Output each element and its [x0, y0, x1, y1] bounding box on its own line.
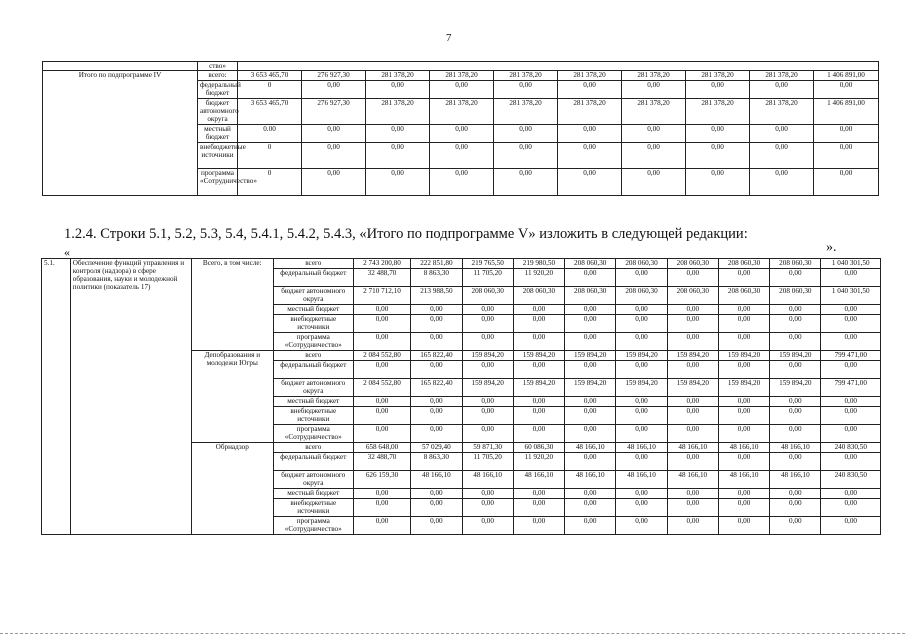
value-cell: 0,00 [353, 333, 410, 351]
value-cell: 208 060,30 [770, 259, 821, 269]
value-cell: 208 060,30 [616, 259, 667, 269]
value-cell: 48 166,10 [718, 471, 769, 489]
value-cell: 208 060,30 [462, 287, 513, 305]
value-cell: 0,00 [667, 425, 718, 443]
closing-quote: ». [826, 240, 837, 255]
value-cell: 0,00 [718, 315, 769, 333]
value-cell: 0,00 [565, 499, 616, 517]
value-cell: 0,00 [565, 517, 616, 535]
value-cell: 281 378,20 [494, 71, 558, 81]
value-cell: 0,00 [411, 517, 462, 535]
value-cell: 208 060,30 [718, 259, 769, 269]
value-cell: 281 378,20 [622, 99, 686, 125]
value-cell: 0,00 [353, 425, 410, 443]
value-cell: 0,00 [718, 361, 769, 379]
value-cell: 0,00 [821, 333, 881, 351]
page-bottom-edge [0, 633, 905, 634]
value-cell: 0,00 [814, 125, 879, 143]
value-cell: 0,00 [462, 517, 513, 535]
value-cell: 0,00 [353, 305, 410, 315]
value-cell: 0,00 [622, 143, 686, 169]
value-cell: 0,00 [513, 407, 564, 425]
value-cell: 0,00 [558, 125, 622, 143]
value-cell: 0 [238, 143, 302, 169]
value-cell: 0,00 [494, 125, 558, 143]
value-cell: 0,00 [750, 125, 814, 143]
executor: Всего, в том числе: [191, 259, 273, 351]
value-cell: 0,00 [462, 397, 513, 407]
value-cell: 276 927,30 [302, 99, 366, 125]
funding-source: программа «Сотрудничество» [273, 517, 353, 535]
measure-description: Обеспечение функций управления и контроля (надзора) в сфере образования, науки и молодежной политики (показатель 17) [70, 259, 191, 535]
funding-source: местный бюджет [273, 305, 353, 315]
row-number: 5.1. [42, 259, 71, 535]
funding-source: местный бюджет [273, 489, 353, 499]
subprogram-iv-totals-table [42, 61, 879, 196]
funding-source: программа «Сотрудничество» [273, 333, 353, 351]
value-cell: 240 830,50 [821, 443, 881, 453]
value-cell: 0,00 [513, 489, 564, 499]
value-cell: 0,00 [462, 361, 513, 379]
value-cell: 219 980,50 [513, 259, 564, 269]
value-cell: 165 822,40 [411, 379, 462, 397]
value-cell: 281 378,20 [558, 71, 622, 81]
funding-source: бюджет автономного округа [273, 379, 353, 397]
value-cell: 0,00 [565, 361, 616, 379]
value-cell: 0,00 [718, 397, 769, 407]
value-cell: 0,00 [353, 361, 410, 379]
funding-source: бюджет автономного округа [198, 99, 238, 125]
value-cell: 208 060,30 [667, 259, 718, 269]
value-cell: 208 060,30 [616, 287, 667, 305]
value-cell: 2 084 552,80 [353, 379, 410, 397]
value-cell: 0,00 [411, 397, 462, 407]
value-cell: 0,00 [821, 489, 881, 499]
value-cell: 159 894,20 [565, 351, 616, 361]
value-cell: 0,00 [718, 333, 769, 351]
value-cell: 0,00 [821, 361, 881, 379]
value-cell: 0,00 [565, 269, 616, 287]
value-cell: 0,00 [302, 143, 366, 169]
value-cell: 0,00 [667, 517, 718, 535]
value-cell: 48 166,10 [565, 443, 616, 453]
value-cell: 0,00 [616, 453, 667, 471]
value-cell: 0,00 [411, 489, 462, 499]
value-cell: 11 705,20 [462, 453, 513, 471]
value-cell: 48 166,10 [667, 443, 718, 453]
value-cell: 159 894,20 [667, 351, 718, 361]
value-cell: 0,00 [814, 81, 879, 99]
value-cell: 0,00 [616, 499, 667, 517]
value-cell: 59 871,30 [462, 443, 513, 453]
funding-source: программа «Сотрудничество» [198, 169, 238, 196]
value-cell: 0,00 [667, 333, 718, 351]
funding-source: всего [273, 351, 353, 361]
value-cell: 165 822,40 [411, 351, 462, 361]
value-cell: 0,00 [750, 81, 814, 99]
group-label: Итого по подпрограмме IV [43, 71, 198, 196]
section-heading: 1.2.4. Строки 5.1, 5.2, 5.3, 5.4, 5.4.1, 5.4.2, 5.4.3, «Итого по подпрограмме V» изложить в следующей редакции: [64, 226, 748, 242]
value-cell: 0,00 [462, 333, 513, 351]
value-cell: 159 894,20 [513, 379, 564, 397]
value-cell: 208 060,30 [770, 287, 821, 305]
value-cell: 0,00 [770, 361, 821, 379]
value-cell: 281 378,20 [366, 71, 430, 81]
value-cell: 1 040 301,50 [821, 259, 881, 269]
value-cell: 11 705,20 [462, 269, 513, 287]
value-cell: 0,00 [366, 169, 430, 196]
value-cell: 0,00 [616, 407, 667, 425]
funding-source: бюджет автономного округа [273, 287, 353, 305]
value-cell: 159 894,20 [718, 379, 769, 397]
value-cell: 0,00 [462, 499, 513, 517]
value-cell: 0,00 [821, 499, 881, 517]
value-cell: 0,00 [718, 499, 769, 517]
value-cell: 159 894,20 [462, 351, 513, 361]
value-cell: 208 060,30 [565, 287, 616, 305]
value-cell: 0,00 [366, 125, 430, 143]
continuation-label: ство» [198, 62, 238, 71]
funding-source: внебюджетные источники [273, 315, 353, 333]
value-cell: 0,00 [616, 397, 667, 407]
value-cell: 0,00 [558, 81, 622, 99]
value-cell: 0,00 [616, 361, 667, 379]
funding-source: всего [273, 259, 353, 269]
value-cell: 0,00 [667, 397, 718, 407]
value-cell: 159 894,20 [616, 379, 667, 397]
value-cell: 0,00 [686, 169, 750, 196]
funding-source: федеральный бюджет [198, 81, 238, 99]
value-cell: 0,00 [302, 169, 366, 196]
value-cell: 0,00 [513, 425, 564, 443]
value-cell: 0,00 [565, 315, 616, 333]
value-cell: 0,00 [821, 315, 881, 333]
value-cell: 0,00 [411, 407, 462, 425]
value-cell: 0,00 [513, 397, 564, 407]
value-cell: 0,00 [718, 305, 769, 315]
value-cell: 0,00 [353, 517, 410, 535]
value-cell: 0,00 [430, 125, 494, 143]
value-cell: 0,00 [565, 425, 616, 443]
value-cell: 281 378,20 [622, 71, 686, 81]
value-cell: 0 [238, 81, 302, 99]
value-cell: 0,00 [430, 143, 494, 169]
value-cell: 159 894,20 [616, 351, 667, 361]
value-cell: 0,00 [411, 361, 462, 379]
opening-quote: « [64, 245, 70, 259]
value-cell: 0,00 [494, 169, 558, 196]
value-cell: 0,00 [411, 315, 462, 333]
value-cell: 0,00 [622, 81, 686, 99]
value-cell: 0,00 [513, 305, 564, 315]
value-cell: 0,00 [821, 407, 881, 425]
value-cell: 0,00 [616, 333, 667, 351]
value-cell: 3 653 465,70 [238, 99, 302, 125]
value-cell: 281 378,20 [686, 71, 750, 81]
value-cell: 32 488,70 [353, 453, 410, 471]
value-cell: 799 471,00 [821, 351, 881, 361]
value-cell: 0,00 [667, 269, 718, 287]
value-cell: 0,00 [770, 499, 821, 517]
value-cell: 0,00 [750, 169, 814, 196]
value-cell: 0,00 [366, 143, 430, 169]
value-cell: 0,00 [565, 407, 616, 425]
value-cell: 2 743 200,80 [353, 259, 410, 269]
value-cell: 0,00 [353, 499, 410, 517]
value-cell: 0,00 [565, 489, 616, 499]
value-cell: 281 378,20 [430, 99, 494, 125]
value-cell: 0,00 [558, 169, 622, 196]
value-cell: 0,00 [770, 407, 821, 425]
value-cell: 32 488,70 [353, 269, 410, 287]
value-cell: 0,00 [718, 453, 769, 471]
value-cell: 0,00 [770, 453, 821, 471]
value-cell: 11 920,20 [513, 269, 564, 287]
value-cell: 0,00 [353, 315, 410, 333]
value-cell: 658 648,00 [353, 443, 410, 453]
funding-source: всего [273, 443, 353, 453]
value-cell: 0,00 [430, 169, 494, 196]
value-cell: 0,00 [616, 269, 667, 287]
value-cell: 0,00 [667, 499, 718, 517]
value-cell: 0,00 [302, 125, 366, 143]
funding-source: федеральный бюджет [273, 453, 353, 471]
value-cell: 0,00 [770, 269, 821, 287]
value-cell: 1 040 301,50 [821, 287, 881, 305]
value-cell: 0,00 [616, 305, 667, 315]
value-cell: 0,00 [814, 169, 879, 196]
value-cell: 1 406 891,00 [814, 99, 879, 125]
value-cell: 0,00 [814, 143, 879, 169]
value-cell: 0,00 [411, 425, 462, 443]
value-cell: 0,00 [513, 315, 564, 333]
value-cell: 0,00 [821, 397, 881, 407]
value-cell: 276 927,30 [302, 71, 366, 81]
funding-source: местный бюджет [273, 397, 353, 407]
value-cell: 0.00 [238, 125, 302, 143]
executor: Обрнадзор [191, 443, 273, 535]
value-cell: 0,00 [686, 125, 750, 143]
value-cell: 0,00 [770, 397, 821, 407]
value-cell: 0,00 [616, 489, 667, 499]
value-cell: 0,00 [750, 143, 814, 169]
value-cell: 0,00 [821, 425, 881, 443]
value-cell: 0,00 [667, 453, 718, 471]
value-cell: 208 060,30 [718, 287, 769, 305]
value-cell: 0,00 [821, 453, 881, 471]
value-cell: 48 166,10 [462, 471, 513, 489]
value-cell: 8 863,30 [411, 269, 462, 287]
value-cell: 159 894,20 [667, 379, 718, 397]
value-cell: 2 710 712,10 [353, 287, 410, 305]
value-cell: 159 894,20 [565, 379, 616, 397]
value-cell: 0 [238, 169, 302, 196]
row-5-1-table [41, 258, 881, 535]
value-cell: 0,00 [366, 81, 430, 99]
value-cell: 0,00 [353, 489, 410, 499]
value-cell: 208 060,30 [667, 287, 718, 305]
value-cell: 0,00 [302, 81, 366, 99]
value-cell: 0,00 [616, 315, 667, 333]
funding-source: местный бюджет [198, 125, 238, 143]
value-cell: 0,00 [513, 361, 564, 379]
value-cell: 0,00 [718, 517, 769, 535]
value-cell: 208 060,30 [565, 259, 616, 269]
value-cell: 48 166,10 [565, 471, 616, 489]
value-cell: 0,00 [667, 361, 718, 379]
funding-source: внебюджетные источники [198, 143, 238, 169]
value-cell: 0,00 [821, 305, 881, 315]
value-cell: 0,00 [686, 81, 750, 99]
value-cell: 0,00 [462, 425, 513, 443]
value-cell: 0,00 [718, 489, 769, 499]
value-cell: 0,00 [494, 81, 558, 99]
value-cell: 0,00 [770, 305, 821, 315]
value-cell: 159 894,20 [462, 379, 513, 397]
table-cell [238, 62, 879, 71]
value-cell: 60 086,30 [513, 443, 564, 453]
value-cell: 0,00 [622, 125, 686, 143]
value-cell: 281 378,20 [430, 71, 494, 81]
value-cell: 0,00 [616, 425, 667, 443]
value-cell: 0,00 [558, 143, 622, 169]
value-cell: 0,00 [622, 169, 686, 196]
value-cell: 0,00 [411, 499, 462, 517]
value-cell: 0,00 [821, 517, 881, 535]
value-cell: 0,00 [513, 499, 564, 517]
value-cell: 0,00 [513, 333, 564, 351]
value-cell: 159 894,20 [513, 351, 564, 361]
value-cell: 0,00 [770, 489, 821, 499]
value-cell: 0,00 [718, 425, 769, 443]
value-cell: 2 084 552,80 [353, 351, 410, 361]
value-cell: 0,00 [565, 397, 616, 407]
value-cell: 0,00 [565, 453, 616, 471]
value-cell: 0,00 [667, 489, 718, 499]
table-row [43, 62, 879, 71]
value-cell: 219 765,50 [462, 259, 513, 269]
value-cell: 0,00 [462, 407, 513, 425]
value-cell: 48 166,10 [718, 443, 769, 453]
value-cell: 799 471,00 [821, 379, 881, 397]
value-cell: 0,00 [513, 517, 564, 535]
value-cell: 222 851,80 [411, 259, 462, 269]
value-cell: 0,00 [770, 425, 821, 443]
value-cell: 281 378,20 [366, 99, 430, 125]
value-cell: 213 988,50 [411, 287, 462, 305]
value-cell: 0,00 [686, 143, 750, 169]
value-cell: 0,00 [353, 407, 410, 425]
value-cell: 626 159,30 [353, 471, 410, 489]
value-cell: 48 166,10 [770, 443, 821, 453]
value-cell: 48 166,10 [770, 471, 821, 489]
value-cell: 281 378,20 [494, 99, 558, 125]
value-cell: 208 060,30 [513, 287, 564, 305]
table-row [43, 71, 879, 81]
funding-source: федеральный бюджет [273, 361, 353, 379]
value-cell: 281 378,20 [750, 99, 814, 125]
value-cell: 281 378,20 [558, 99, 622, 125]
value-cell: 0,00 [565, 305, 616, 315]
funding-source: внебюджетные источники [273, 407, 353, 425]
value-cell: 48 166,10 [616, 471, 667, 489]
value-cell: 0,00 [770, 315, 821, 333]
value-cell: 0,00 [667, 315, 718, 333]
value-cell: 281 378,20 [750, 71, 814, 81]
table-cell [43, 62, 198, 71]
value-cell: 3 653 465,70 [238, 71, 302, 81]
value-cell: 8 863,30 [411, 453, 462, 471]
value-cell: 0,00 [718, 407, 769, 425]
value-cell: 281 378,20 [686, 99, 750, 125]
value-cell: 159 894,20 [718, 351, 769, 361]
funding-source: программа «Сотрудничество» [273, 425, 353, 443]
funding-source: внебюджетные источники [273, 499, 353, 517]
value-cell: 48 166,10 [616, 443, 667, 453]
value-cell: 0,00 [770, 333, 821, 351]
value-cell: 11 920,20 [513, 453, 564, 471]
value-cell: 240 830,50 [821, 471, 881, 489]
value-cell: 57 029,40 [411, 443, 462, 453]
value-cell: 48 166,10 [411, 471, 462, 489]
value-cell: 0,00 [462, 315, 513, 333]
value-cell: 48 166,10 [667, 471, 718, 489]
value-cell: 0,00 [718, 269, 769, 287]
value-cell: 0,00 [770, 517, 821, 535]
value-cell: 0,00 [353, 397, 410, 407]
funding-source: федеральный бюджет [273, 269, 353, 287]
value-cell: 0,00 [411, 333, 462, 351]
value-cell: 48 166,10 [513, 471, 564, 489]
executor: Депобразования и молодежи Югры [191, 351, 273, 443]
funding-source: бюджет автономного округа [273, 471, 353, 489]
value-cell: 0,00 [430, 81, 494, 99]
value-cell: 0,00 [821, 269, 881, 287]
funding-source: всего: [198, 71, 238, 81]
value-cell: 0,00 [565, 333, 616, 351]
value-cell: 1 406 891,00 [814, 71, 879, 81]
value-cell: 0,00 [616, 517, 667, 535]
value-cell: 0,00 [462, 489, 513, 499]
table-row [42, 259, 881, 269]
value-cell: 0,00 [667, 407, 718, 425]
page-number: 7 [446, 32, 452, 44]
value-cell: 159 894,20 [770, 379, 821, 397]
value-cell: 0,00 [494, 143, 558, 169]
value-cell: 0,00 [667, 305, 718, 315]
value-cell: 159 894,20 [770, 351, 821, 361]
value-cell: 0,00 [411, 305, 462, 315]
value-cell: 0,00 [462, 305, 513, 315]
